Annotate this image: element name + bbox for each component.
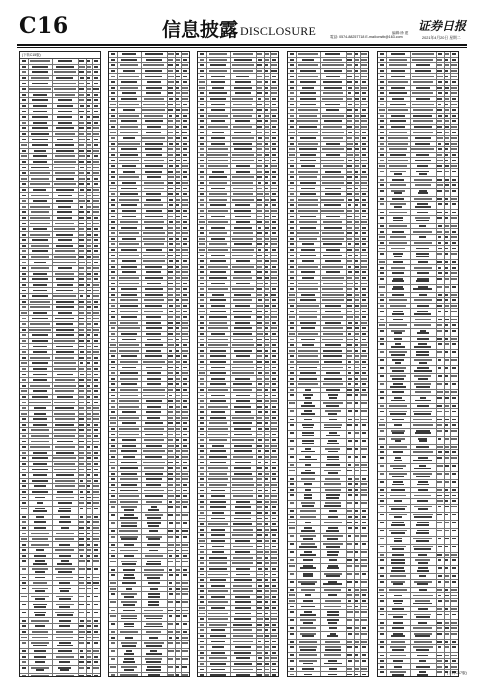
- table-column-2: [108, 51, 190, 677]
- table-row: [378, 537, 458, 545]
- table-row: [109, 665, 189, 673]
- table-row: [20, 567, 100, 575]
- table-row: [109, 649, 189, 657]
- table-row: [288, 439, 368, 447]
- table-row: [378, 366, 458, 374]
- table-row: [109, 673, 189, 677]
- table-row: [378, 545, 458, 553]
- table-row: [288, 672, 368, 677]
- table-row: [378, 285, 458, 293]
- table-row: [378, 429, 458, 437]
- table-row: [109, 521, 189, 529]
- table-row: [288, 409, 368, 417]
- table-row: [378, 529, 458, 537]
- masthead-logo: 证券日报: [418, 19, 467, 33]
- table-row: [378, 645, 458, 653]
- table-row: [378, 472, 458, 480]
- table-row: [378, 480, 458, 488]
- table-row: [378, 169, 458, 177]
- table-row: [378, 580, 458, 588]
- table-row: [20, 602, 100, 610]
- table-row: [288, 550, 368, 558]
- table-row: [378, 252, 458, 260]
- section-title: 信息披露: [162, 19, 239, 41]
- table-column-1: [19, 51, 101, 677]
- table-row: [378, 309, 458, 317]
- table-row: [109, 622, 189, 630]
- table-row: [378, 464, 458, 472]
- table-row: [288, 493, 368, 501]
- table-row: [109, 535, 189, 543]
- table-row: [378, 612, 458, 620]
- table-row: [288, 572, 368, 580]
- table-row: [378, 558, 458, 566]
- table-row: [378, 329, 458, 337]
- table-row: [378, 358, 458, 366]
- table-row: [378, 456, 458, 464]
- table-column-4: [287, 51, 369, 677]
- table-row: [288, 618, 368, 626]
- table-row: [378, 374, 458, 382]
- section-subtitle: DISCLOSURE: [240, 24, 317, 38]
- table-row: [378, 632, 458, 640]
- table-row: [378, 216, 458, 224]
- table-row: [378, 513, 458, 521]
- table-row: [288, 645, 368, 653]
- table-row: [288, 564, 368, 572]
- table-row: [288, 526, 368, 534]
- table-row: [109, 614, 189, 622]
- editor-credit: 编辑:徐 建: [392, 31, 409, 35]
- contact-line: 電話: 0574-88257718 E-mail:cnstb@163.com: [330, 35, 403, 39]
- table-row: [20, 641, 100, 649]
- table-row: [20, 674, 100, 677]
- table-row: [20, 559, 100, 567]
- table-row: [20, 666, 100, 674]
- table-caption: (下转C15版): [20, 52, 100, 59]
- table-row: [378, 566, 458, 574]
- table-row: [109, 505, 189, 513]
- table-row: [198, 673, 278, 677]
- table-row: [378, 521, 458, 529]
- table-row: [378, 382, 458, 390]
- table-row: [288, 431, 368, 439]
- table-row: [20, 594, 100, 602]
- table-row: [378, 670, 458, 677]
- table-row: [378, 437, 458, 445]
- table-column-5: [377, 51, 459, 677]
- table-row: [20, 610, 100, 618]
- table-row: [288, 423, 368, 431]
- table-row: [288, 580, 368, 588]
- table-row: [378, 277, 458, 285]
- table-row: [378, 505, 458, 513]
- header-rule-thick: [17, 44, 467, 46]
- table-row: [378, 396, 458, 404]
- table-row: [288, 632, 368, 640]
- table-row: [288, 468, 368, 476]
- table-row: [288, 455, 368, 463]
- table-row: [288, 501, 368, 509]
- issue-date: 2021年4月20日 星期二: [422, 36, 461, 40]
- table-row: [378, 189, 458, 197]
- table-row: [20, 507, 100, 515]
- header-rule-thin: [17, 47, 467, 48]
- table-row: [109, 592, 189, 600]
- table-row: [109, 573, 189, 581]
- table-row: [20, 586, 100, 594]
- page-header: [0, 0, 484, 46]
- table-row: [109, 600, 189, 608]
- table-row: [378, 342, 458, 350]
- table-row: [288, 542, 368, 550]
- table-row: [288, 393, 368, 401]
- table-row: [378, 350, 458, 358]
- table-row: [378, 409, 458, 417]
- table-row: [109, 657, 189, 665]
- table-row: [288, 534, 368, 542]
- table-row: [288, 447, 368, 455]
- table-row: [109, 559, 189, 567]
- table-row: [109, 513, 189, 521]
- table-column-3: [197, 51, 279, 677]
- table-row: [378, 599, 458, 607]
- continued-note: (下转C17版): [447, 671, 467, 675]
- table-row: [378, 202, 458, 210]
- page-number: C16: [19, 13, 69, 39]
- table-row: [109, 641, 189, 649]
- table-row: [288, 610, 368, 618]
- table-row: [288, 659, 368, 667]
- table-row: [288, 401, 368, 409]
